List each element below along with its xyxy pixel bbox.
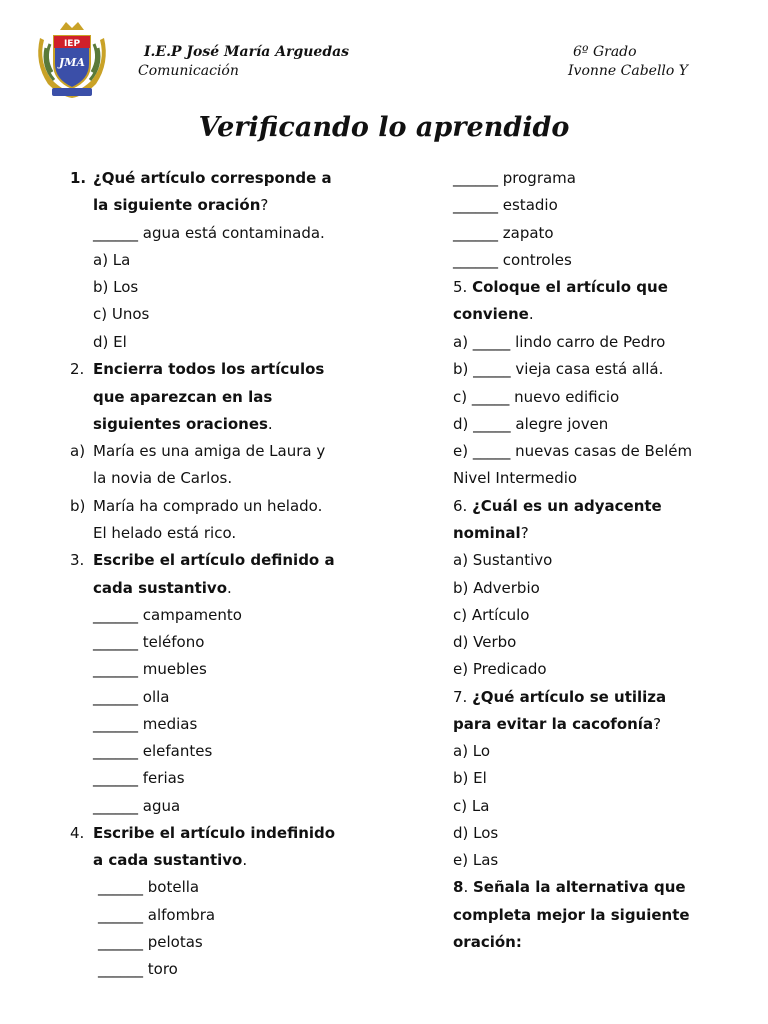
- q2-number: 2.: [70, 360, 85, 378]
- q7-option-d: d) Los: [453, 824, 499, 842]
- q1-number: 1.: [70, 169, 87, 187]
- q5-option-a: a) _____ lindo carro de Pedro: [453, 333, 666, 351]
- q6-heading: 6. ¿Cuál es un adyacente: [453, 497, 662, 515]
- q1-option-a: a) La: [93, 251, 131, 269]
- q5-option-d: d) _____ alegre joven: [453, 415, 609, 433]
- crest-monogram: JMA: [59, 56, 85, 69]
- subject-name: Comunicación: [138, 63, 239, 79]
- grade-label: 6º Grado: [573, 44, 637, 60]
- q3-item: ______ olla: [93, 688, 170, 706]
- q8-line2: completa mejor la siguiente: [453, 906, 690, 924]
- q5-option-c: c) _____ nuevo edificio: [453, 388, 620, 406]
- q4-item: ______ alfombra: [98, 906, 216, 924]
- q1-option-b: b) Los: [93, 278, 139, 296]
- q7-line1: ¿Qué artículo se utiliza: [472, 688, 667, 706]
- q3-line2: [93, 579, 232, 597]
- q3-item: ______ agua: [93, 797, 181, 815]
- crest-ribbon: [52, 88, 92, 96]
- q4-line2-end: .: [242, 851, 248, 869]
- q7-heading: [453, 688, 666, 706]
- q6-option-a: a) Sustantivo: [453, 551, 553, 569]
- q4-item: ______ botella: [98, 878, 200, 896]
- q3-item: ______ ferias: [93, 769, 185, 787]
- q3-item: ______ teléfono: [93, 633, 205, 651]
- q8-heading: 8. Señala la alternativa que: [453, 878, 686, 896]
- q2-a-line2: la novia de Carlos.: [93, 469, 233, 487]
- q4-cont-item: ______ estadio: [453, 196, 558, 214]
- q4-cont-item: ______ controles: [453, 251, 572, 269]
- q7-option-c: c) La: [453, 797, 490, 815]
- q4-item: ______ toro: [98, 960, 178, 978]
- q5-line1: Coloque el artículo que: [472, 278, 668, 296]
- q4-line2-text: a cada sustantivo: [93, 851, 243, 869]
- q6-option-b: b) Adverbio: [453, 579, 540, 597]
- crest-iep-text: IEP: [63, 39, 81, 49]
- q2-line3: [93, 415, 273, 433]
- q6-line2-end: ?: [520, 524, 529, 542]
- q5-line2: [453, 305, 534, 323]
- q2-b-label: b): [70, 497, 86, 515]
- q6-option-c: c) Artículo: [453, 606, 530, 624]
- q5-line2-text: conviene: [453, 305, 529, 323]
- q6-line1: ¿Cuál es un adyacente: [472, 497, 662, 515]
- q8-line3: oración:: [453, 933, 522, 951]
- q1-line2: [93, 196, 268, 214]
- q1-line2-end: ?: [260, 196, 269, 214]
- q2-line2: que aparezcan en las: [93, 388, 273, 406]
- q5-line2-end: .: [528, 305, 534, 323]
- q7-number: 7.: [453, 688, 468, 706]
- q6-line2-text: nominal: [453, 524, 521, 542]
- q6-number: 6: [453, 497, 463, 515]
- level-label: Nivel Intermedio: [453, 469, 578, 487]
- q2-b-line1: María ha comprado un helado.: [93, 497, 323, 515]
- q1-line2-text: la siguiente oración: [93, 196, 261, 214]
- q7-line2: [453, 715, 661, 733]
- q7-option-b: b) El: [453, 769, 487, 787]
- q4-cont-item: ______ zapato: [453, 224, 554, 242]
- q7-option-e: e) Las: [453, 851, 499, 869]
- q3-item: ______ elefantes: [93, 742, 213, 760]
- q2-b-line2: El helado está rico.: [93, 524, 237, 542]
- q3-item: ______ campamento: [93, 606, 242, 624]
- school-name: I.E.P José María Arguedas: [144, 44, 350, 60]
- q4-line2: [93, 851, 247, 869]
- q3-item: ______ medias: [93, 715, 198, 733]
- q7-line2-text: para evitar la cacofonía: [453, 715, 654, 733]
- q5-heading: 5. Coloque el artículo que: [453, 278, 668, 296]
- q4-cont-item: ______ programa: [453, 169, 576, 187]
- page-title: Verificando lo aprendido: [198, 112, 570, 143]
- teacher-name: Ivonne Cabello Y: [568, 63, 689, 79]
- q2-line1: Encierra todos los artículos: [93, 360, 325, 378]
- q1-line1: ¿Qué artículo corresponde a: [93, 169, 332, 187]
- q7-line2-end: ?: [653, 715, 662, 733]
- q5-number: 5: [453, 278, 463, 296]
- q1-option-d: d) El: [93, 333, 127, 351]
- q2-line3-text: siguientes oraciones: [93, 415, 268, 433]
- q3-line1: Escribe el artículo definido a: [93, 551, 335, 569]
- q6-line2: [453, 524, 529, 542]
- q4-number: 4.: [70, 824, 85, 842]
- q6-option-e: e) Predicado: [453, 660, 547, 678]
- q5-option-e: e) _____ nuevas casas de Belém: [453, 442, 693, 460]
- q3-line2-end: .: [227, 579, 232, 597]
- q6-option-d: d) Verbo: [453, 633, 517, 651]
- q3-line2-text: cada sustantivo: [93, 579, 227, 597]
- q8-number: 8: [453, 878, 464, 896]
- q2-line3-end: .: [267, 415, 273, 433]
- q2-a-line1: María es una amiga de Laura y: [93, 442, 326, 460]
- q4-item: ______ pelotas: [98, 933, 203, 951]
- q3-item: ______ muebles: [93, 660, 207, 678]
- q2-a-label: a): [70, 442, 86, 460]
- q7-option-a: a) Lo: [453, 742, 491, 760]
- q1-sentence: ______ agua está contaminada.: [93, 224, 325, 242]
- crown-icon: [60, 22, 84, 30]
- school-crest-logo: [30, 18, 114, 102]
- q5-option-b: b) _____ vieja casa está allá.: [453, 360, 664, 378]
- q3-number: 3.: [70, 551, 85, 569]
- q4-line1: Escribe el artículo indefinido: [93, 824, 336, 842]
- q8-line1: Señala la alternativa que: [472, 878, 686, 896]
- q1-option-c: c) Unos: [93, 305, 150, 323]
